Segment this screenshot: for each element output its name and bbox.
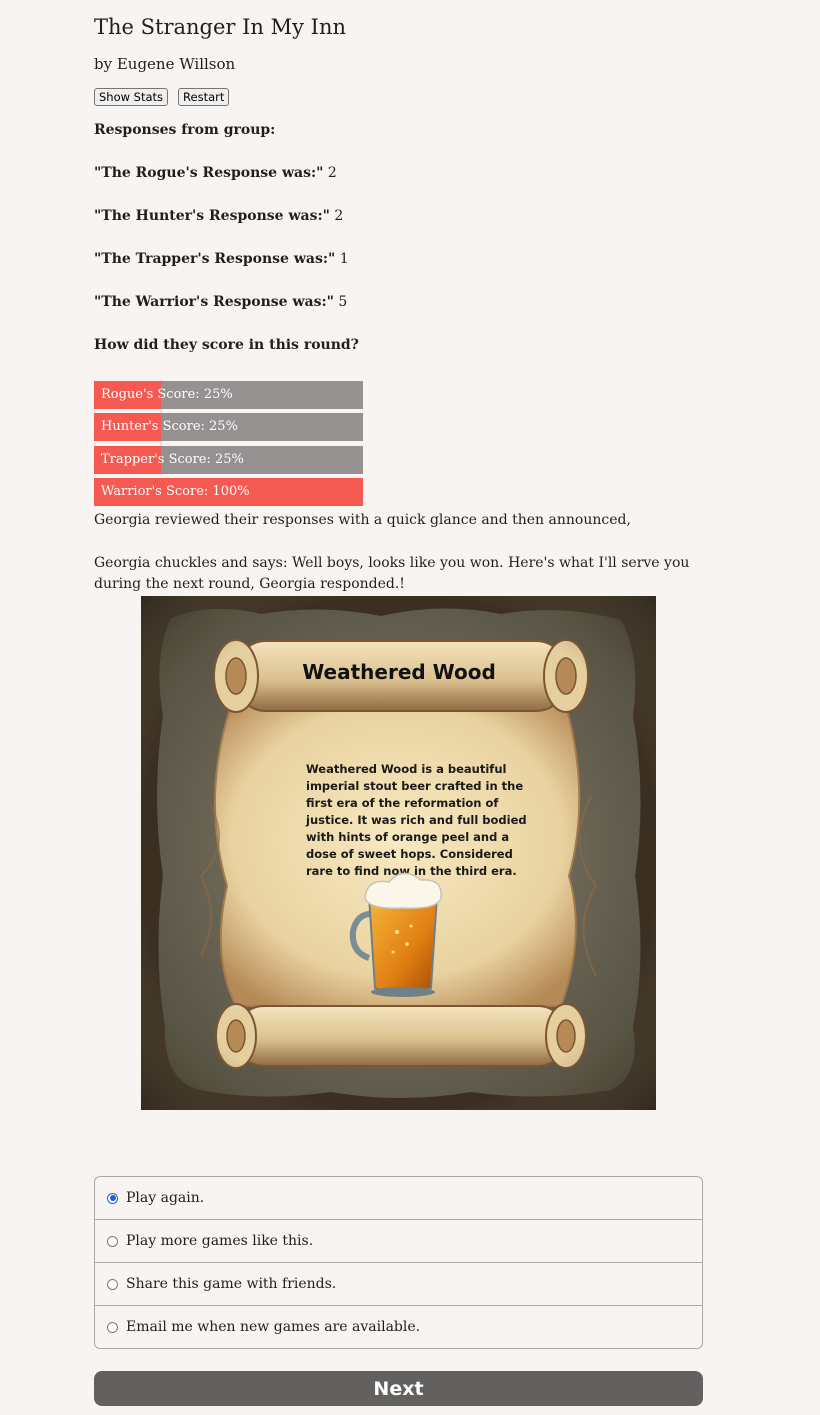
score-heading: How did they score in this round? <box>94 337 359 353</box>
narrative-line: Georgia chuckles and says: Well boys, looks like you won. Here's what I'll serve you during the next round, Georgia responded.! <box>94 555 690 592</box>
choice-email-me[interactable] <box>95 1306 702 1348</box>
choice-play-again[interactable] <box>95 1177 702 1220</box>
score-bar-label: Trapper's Score: 25% <box>101 451 244 467</box>
game-title: The Stranger In My Inn <box>94 15 347 39</box>
restart-button[interactable]: Restart <box>178 88 229 106</box>
response-value: 5 <box>338 294 348 310</box>
beer-scroll-image <box>141 596 656 1110</box>
toolbar <box>94 88 229 106</box>
response-label: "The Hunter's Response was:" <box>94 208 330 224</box>
response-label: "The Trapper's Response was:" <box>94 251 336 267</box>
choice-play-more-games[interactable] <box>95 1220 702 1263</box>
response-line-hunter <box>94 206 343 226</box>
response-label: "The Rogue's Response was:" <box>94 165 324 181</box>
score-bar-warrior <box>94 478 363 506</box>
response-line-rogue <box>94 163 337 183</box>
score-bar-rogue <box>94 381 363 409</box>
response-value: 1 <box>339 251 349 267</box>
choice-label: Share this game with friends. <box>126 1276 337 1292</box>
score-bars <box>94 381 363 510</box>
choice-label: Email me when new games are available. <box>126 1319 421 1335</box>
radio-icon[interactable] <box>107 1193 118 1204</box>
response-label: "The Warrior's Response was:" <box>94 294 334 310</box>
narrative-line: Georgia reviewed their responses with a quick glance and then announced, <box>94 512 631 528</box>
choice-share-game[interactable] <box>95 1263 702 1306</box>
response-value: 2 <box>327 165 337 181</box>
response-value: 2 <box>334 208 344 224</box>
response-line-trapper <box>94 249 349 269</box>
responses-heading: Responses from group: <box>94 122 276 138</box>
radio-icon[interactable] <box>107 1279 118 1290</box>
choice-label: Play again. <box>126 1190 205 1206</box>
choice-label: Play more games like this. <box>126 1233 314 1249</box>
score-bar-trapper <box>94 446 363 474</box>
score-bar-label: Rogue's Score: 25% <box>101 387 233 402</box>
score-bar-label: Hunter's Score: 25% <box>101 419 238 435</box>
score-bar-hunter <box>94 413 363 441</box>
choice-list <box>94 1176 703 1349</box>
response-line-warrior <box>94 292 347 312</box>
next-button[interactable]: Next <box>94 1371 703 1406</box>
radio-icon[interactable] <box>107 1236 118 1247</box>
radio-icon[interactable] <box>107 1322 118 1333</box>
score-bar-label: Warrior's Score: 100% <box>101 483 250 499</box>
show-stats-button[interactable]: Show Stats <box>94 88 168 106</box>
game-author: by Eugene Willson <box>94 55 236 73</box>
